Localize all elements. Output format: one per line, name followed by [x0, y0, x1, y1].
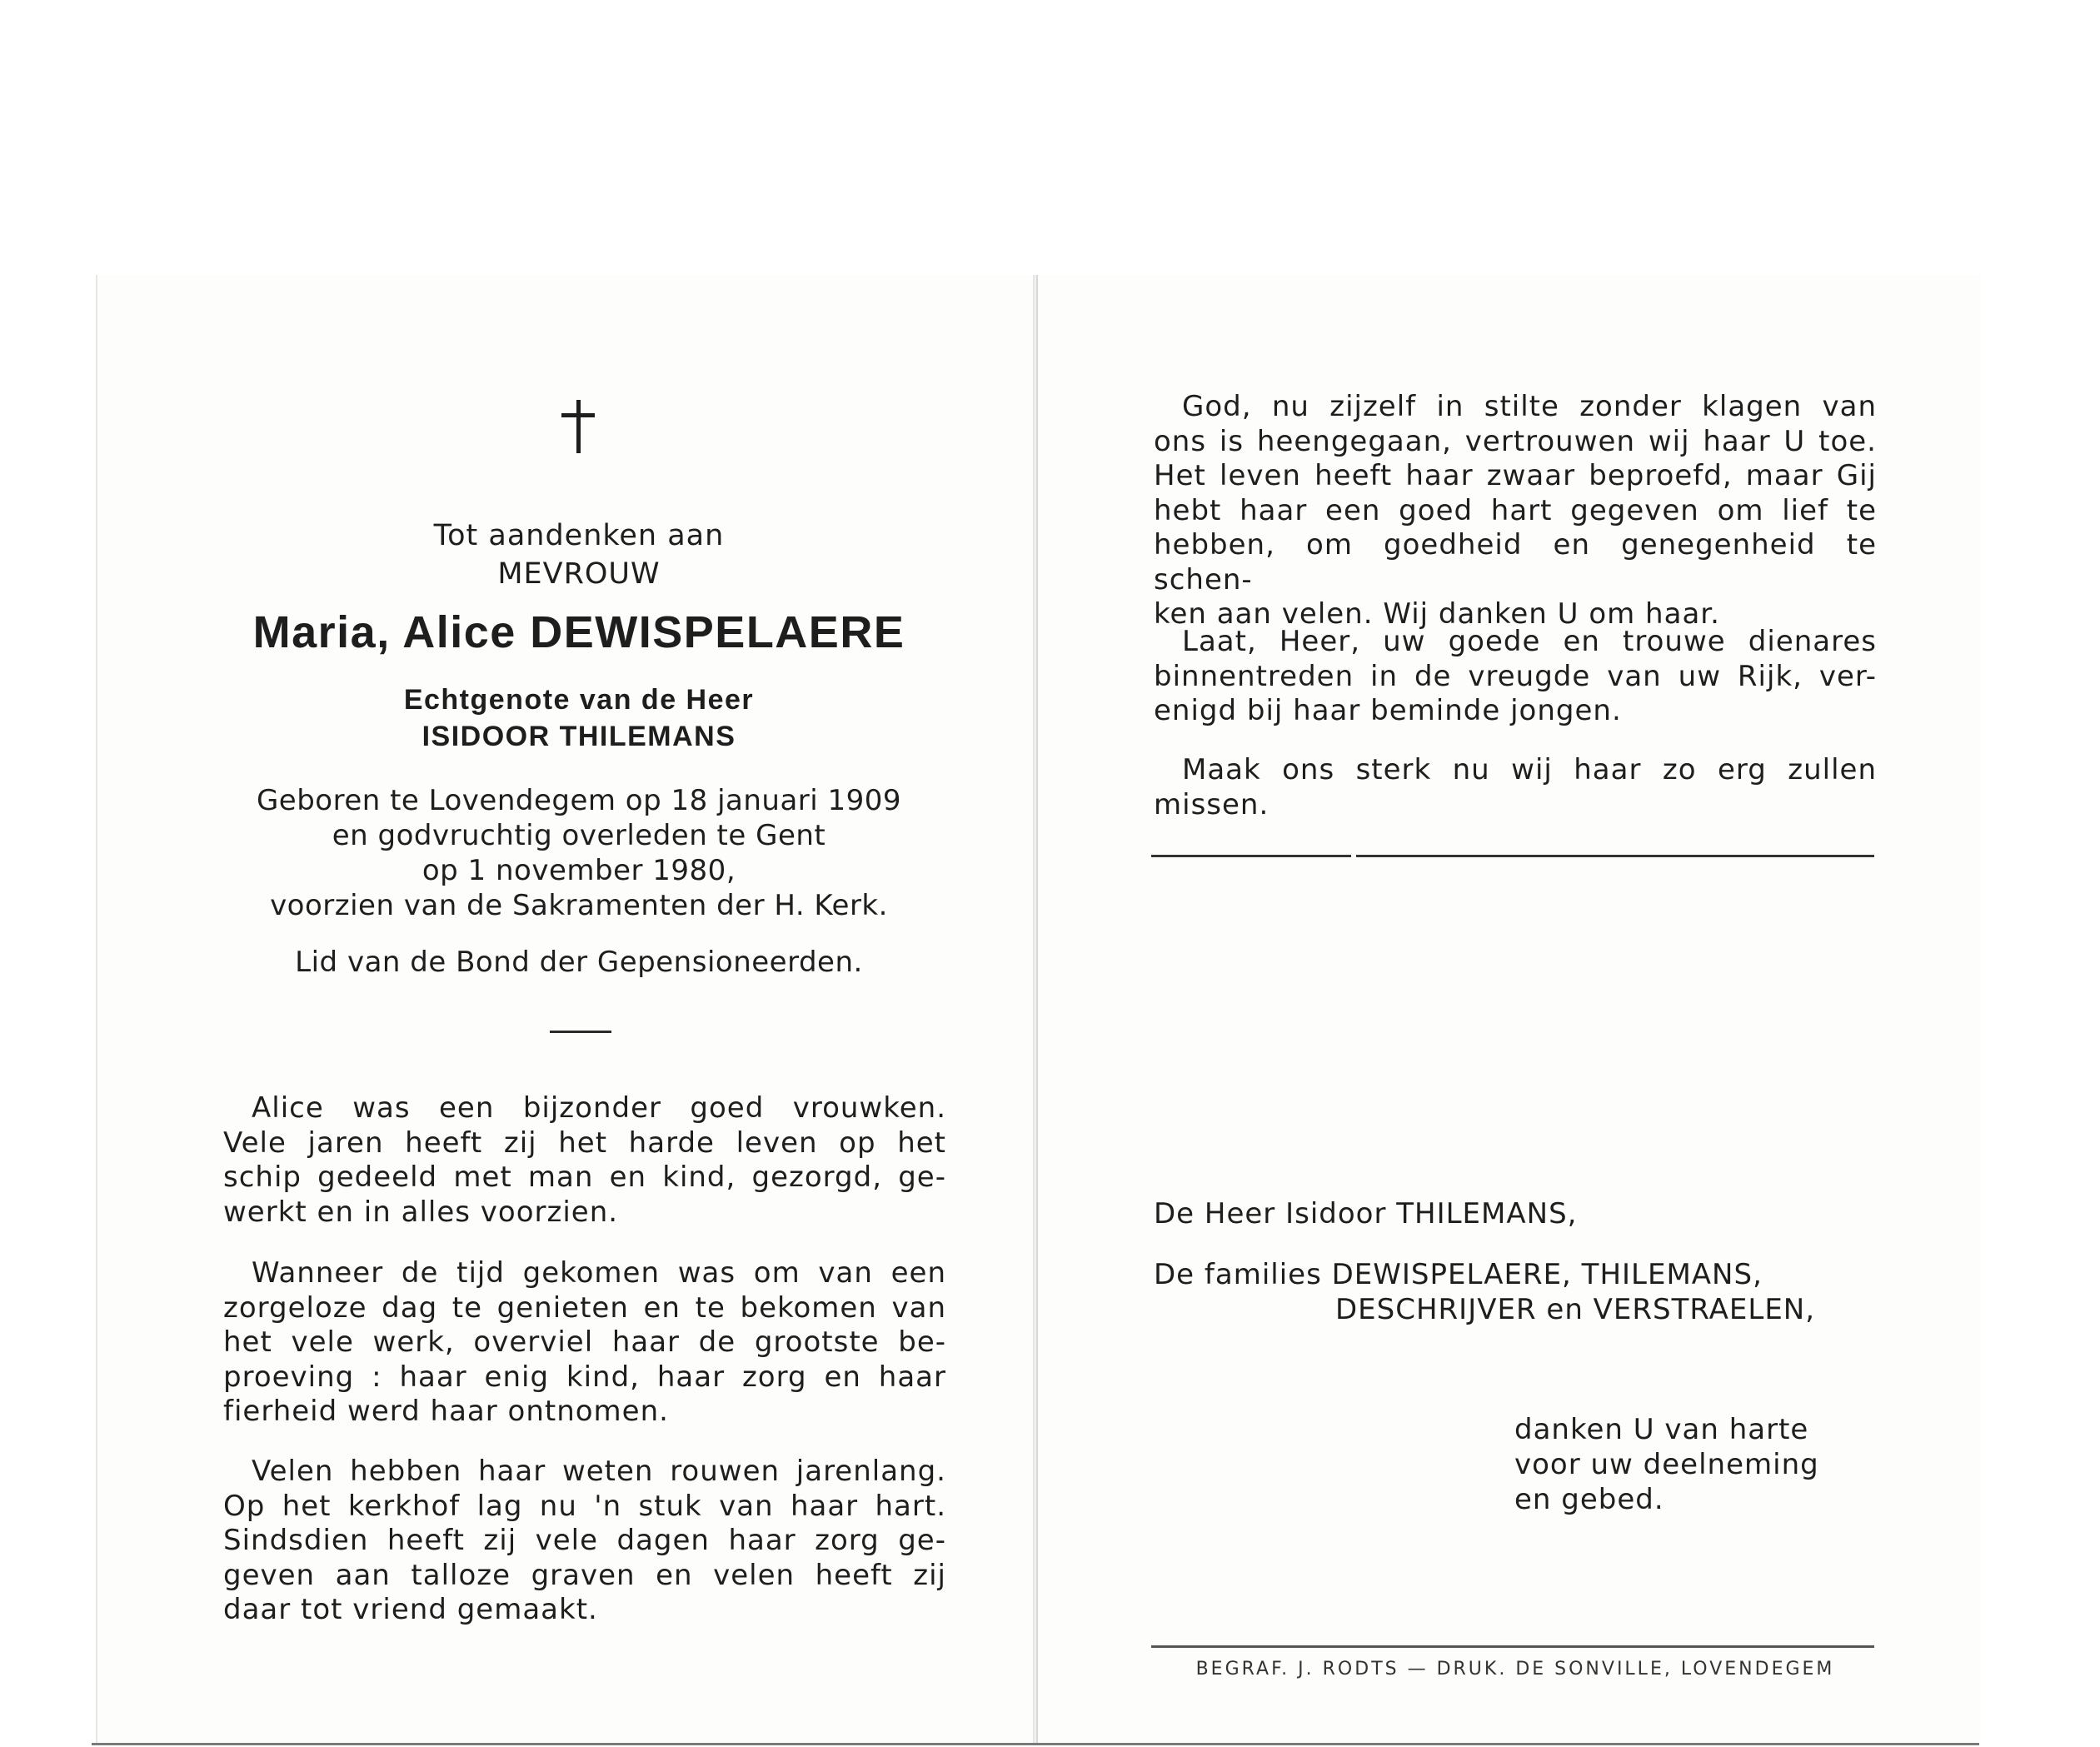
- divider: [550, 1031, 611, 1033]
- text-line: ken aan velen. Wij danken U om haar.: [1154, 597, 1720, 631]
- husband-line: De Heer Isidoor THILEMANS,: [1154, 1197, 1578, 1230]
- text-line: enigd bij haar beminde jongen.: [1154, 694, 1622, 727]
- sacraments-line: voorzien van de Sakramenten der H. Kerk.: [270, 889, 888, 922]
- thanks-line: voor uw deelneming: [1514, 1448, 1819, 1481]
- spouse-name: ISIDOOR THILEMANS: [421, 721, 736, 752]
- intro-line: Tot aandenken aan: [433, 519, 725, 552]
- text-line: hebben, om goedheid en genegenheid te schen-: [1154, 528, 1877, 596]
- prayer-paragraph-3: [1154, 753, 1877, 822]
- printer-credit: BEGRAF. J. RODTS — DRUK. DE SONVILLE, LOVENDEGEM: [1195, 1659, 1835, 1680]
- deceased-name: Maria, Alice DEWISPELAERE: [252, 607, 905, 657]
- text-line: Velen hebben haar weten rouwen jarenlang.: [252, 1455, 946, 1488]
- text-line: Vele jaren heeft zij het harde leven op het: [223, 1126, 946, 1160]
- text-line: Op het kerkhof lag nu 'n stuk van haar hart.: [223, 1489, 946, 1523]
- death-date-line: op 1 november 1980,: [421, 854, 736, 887]
- cross-icon: [550, 398, 606, 455]
- text-line: hebt haar een goed hart gegeven om lief te: [1154, 493, 1877, 527]
- text-line: Sindsdien heeft zij vele dagen haar zorg ge-: [223, 1524, 946, 1557]
- biography-paragraph-3: [223, 1455, 946, 1628]
- memorial-intro: [212, 517, 945, 593]
- card-fold: [1033, 275, 1036, 1745]
- spouse-block: [212, 681, 945, 755]
- thanks-line: en gebed.: [1514, 1483, 1664, 1516]
- text-line: Laat, Heer, uw goede en trouwe dienares: [1182, 625, 1877, 658]
- birth-death-block: [212, 783, 945, 923]
- spouse-line: Echtgenote van de Heer: [403, 684, 755, 716]
- intro-title: MEVROUW: [497, 557, 661, 591]
- text-line: binnentreden in de vreugde van uw Rijk, ver-: [1154, 659, 1877, 693]
- text-line: fierheid werd haar ontnomen.: [223, 1395, 669, 1428]
- divider: [1151, 1645, 1874, 1648]
- text-line: Wanneer de tijd gekomen was om van een: [252, 1256, 946, 1290]
- prayer-paragraph-2: [1154, 625, 1877, 729]
- divider: [1151, 855, 1874, 857]
- text-line: werkt en in alles voorzien.: [223, 1195, 619, 1229]
- text-line: ons is heengegaan, vertrouwen wij haar U toe.: [1154, 424, 1877, 458]
- membership-line: Lid van de Bond der Gepensioneerden.: [295, 946, 863, 979]
- biography-paragraph-1: [223, 1091, 946, 1230]
- text-line: Maak ons sterk nu wij haar zo erg zullen: [1182, 753, 1877, 786]
- families-line: De families DEWISPELAERE, THILEMANS,: [1154, 1258, 1763, 1291]
- thanks-block: [1514, 1412, 1819, 1517]
- birth-line: Geboren te Lovendegem op 18 januari 1909: [256, 784, 902, 817]
- text-line: zorgeloze dag te genieten en te bekomen van: [223, 1290, 946, 1325]
- card-bottom-edge: [92, 1743, 1979, 1745]
- death-line: en godvruchtig overleden te Gent: [332, 819, 826, 852]
- text-line: geven aan talloze graven en velen heeft zij: [223, 1558, 946, 1592]
- text-line: schip gedeeld met man en kind, gezorgd, ge-: [223, 1161, 946, 1194]
- text-line: Het leven heeft haar zwaar beproefd, maar Gij: [1154, 459, 1877, 492]
- families-line: DESCHRIJVER en VERSTRAELEN,: [1335, 1293, 1816, 1326]
- text-line: God, nu zijzelf in stilte zonder klagen van: [1182, 390, 1877, 423]
- biography-paragraph-2: [223, 1256, 946, 1430]
- thanks-line: danken U van harte: [1514, 1413, 1809, 1446]
- text-line: het vele werk, overviel haar de grootste be-: [223, 1325, 946, 1359]
- text-line: daar tot vriend gemaakt.: [223, 1593, 598, 1626]
- prayer-paragraph-1: [1154, 390, 1877, 632]
- text-line: Alice was een bijzonder goed vrouwken.: [252, 1091, 946, 1125]
- text-line: missen.: [1154, 787, 1269, 821]
- text-line: proeving : haar enig kind, haar zorg en haar: [223, 1360, 946, 1394]
